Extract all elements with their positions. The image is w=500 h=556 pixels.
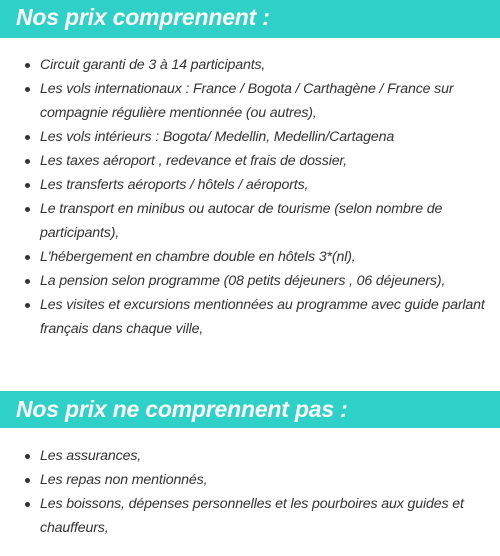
list-item-text: L'hébergement en chambre double en hôtels 3*(nl),: [40, 249, 356, 265]
bullet-icon: [25, 183, 30, 188]
list-item-text: Circuit garanti de 3 à 14 participants,: [40, 57, 266, 73]
list-item: [0, 173, 500, 197]
bullet-icon: [25, 502, 30, 507]
list-item-text: Les boissons, dépenses personnelles et les pourboires aux guides et chauffeurs,: [40, 496, 464, 536]
list-item: [0, 444, 500, 468]
list-item: [0, 77, 500, 125]
excluded-list: [0, 444, 500, 540]
bullet-icon: [25, 279, 30, 284]
list-item-text: Les assurances,: [40, 448, 142, 464]
list-item-text: Les repas non mentionnés,: [40, 472, 208, 488]
bullet-icon: [25, 478, 30, 483]
bullet-icon: [25, 63, 30, 68]
list-item: [0, 492, 500, 540]
list-item-text: Les visites et excursions mentionnées au programme avec guide parlant français dans chaque ville,: [40, 297, 485, 337]
list-item: [0, 53, 500, 77]
bullet-icon: [25, 159, 30, 164]
included-list: [0, 53, 500, 341]
bullet-icon: [25, 454, 30, 459]
list-item: [0, 293, 500, 341]
bullet-icon: [25, 87, 30, 92]
list-item: [0, 245, 500, 269]
list-item: [0, 468, 500, 492]
included-header-band: [0, 0, 500, 38]
list-item-text: Le transport en minibus ou autocar de tourisme (selon nombre de participants),: [40, 201, 443, 241]
list-item-text: Les vols intérieurs : Bogota/ Medellin, Medellin/Cartagena: [40, 129, 395, 145]
list-item: [0, 149, 500, 173]
list-item: [0, 269, 500, 293]
list-item-text: Les vols internationaux : France / Bogota / Carthagène / France sur compagnie régulière mentionnée (ou autres),: [40, 81, 454, 121]
excluded-title: Nos prix ne comprennent pas :: [16, 396, 348, 422]
bullet-icon: [25, 255, 30, 260]
list-item-text: Les taxes aéroport , redevance et frais de dossier,: [40, 153, 348, 169]
list-item: [0, 197, 500, 245]
list-item-text: La pension selon programme (08 petits déjeuners , 06 déjeuners),: [40, 273, 446, 289]
bullet-icon: [25, 303, 30, 308]
bullet-icon: [25, 135, 30, 140]
included-title: Nos prix comprennent :: [16, 4, 270, 30]
list-item: [0, 125, 500, 149]
bullet-icon: [25, 207, 30, 212]
list-item-text: Les transferts aéroports / hôtels / aéroports,: [40, 177, 309, 193]
excluded-header-band: [0, 391, 500, 428]
